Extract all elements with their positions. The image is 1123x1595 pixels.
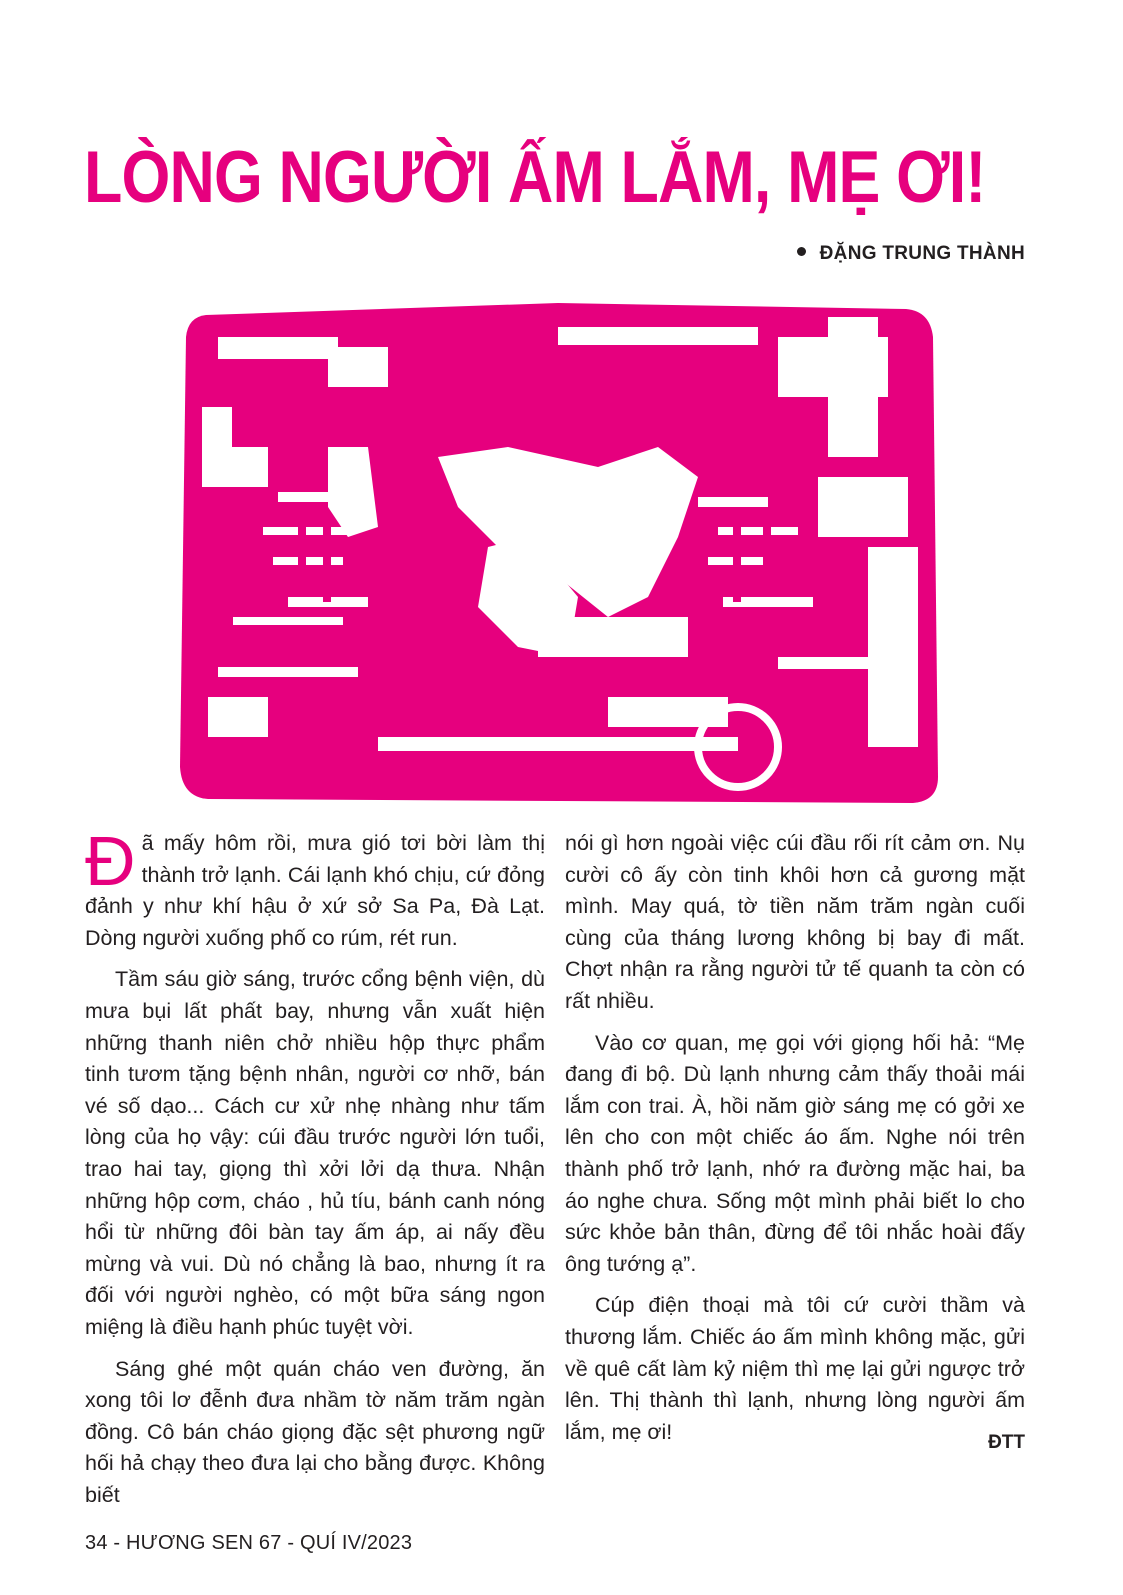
paragraph-3-continued: nói gì hơn ngoài việc cúi đầu rối rít cảm ơn. Nụ cười cô ấy còn tinh khôi hơn cả gương mặt mình. May quá, tờ tiền năm trăm ngàn cuối cùng của tháng lương không bị bay đi mất. Chợt nhận ra rằng người tử tế quanh ta còn có rất nhiều.	[565, 831, 1025, 1013]
author-name: ĐẶNG TRUNG THÀNH	[819, 243, 1025, 264]
author-signature: ĐTT	[988, 1432, 1025, 1453]
article-column-right	[565, 828, 1025, 1458]
drop-cap: Đ	[85, 822, 136, 900]
author-byline	[797, 243, 1025, 265]
article-title: LÒNG NGƯỜI ẤM LẮM, MẸ ƠI!	[84, 137, 986, 218]
article-column-left	[85, 822, 545, 1521]
article-illustration	[178, 297, 943, 807]
paragraph-5: Cúp điện thoại mà tôi cứ cười thầm và thương lắm. Chiếc áo ấm mình không mặc, gửi về quê cất làm kỷ niệm thì mẹ lại gửi ngược trở lên. Thị thành thì lạnh, nhưng lòng người ấm lắm, mẹ ơi!	[565, 1293, 1025, 1444]
paragraph-3: Sáng ghé một quán cháo ven đường, ăn xong tôi lơ đễnh đưa nhầm tờ năm trăm ngàn đồng. Cô bán cháo giọng đặc sệt phương ngữ hối hả chạy theo đưa lại cho bằng được. Không biết	[85, 1356, 545, 1507]
page-footer: 34 - HƯƠNG SEN 67 - QUÍ IV/2023	[85, 1532, 413, 1554]
paragraph-4: Vào cơ quan, mẹ gọi với giọng hối hả: “Mẹ đang đi bộ. Dù lạnh nhưng cảm thấy thoải mái lắm con trai. À, hồi năm giờ sáng mẹ có gởi xe lên cho con một chiếc áo ấm. Nghe nói trên thành phố trở lạnh, nhớ ra đường mặc hai, ba áo nghe chưa. Sống một mình phải biết lo cho sức khỏe bản thân, đừng để tôi nhắc hoài đấy ông tướng ạ”.	[565, 1030, 1025, 1276]
paragraph-2: Tầm sáu giờ sáng, trước cổng bệnh viện, dù mưa bụi lất phất bay, nhưng vẫn xuất hiện những thanh niên chở nhiều hộp thực phẩm tinh tươm tặng bệnh nhân, người cơ nhỡ, bán vé số dạo... Cách cư xử nhẹ nhàng như tấm lòng của họ vậy: cúi đầu trước người lớn tuổi, trao hai tay, giọng thì xởi lởi dạ thưa. Nhận những hộp cơm, cháo , hủ tíu, bánh canh nóng hổi từ những đôi bàn tay ấm áp, ai nấy đều mừng và vui. Dù nó chẳng là bao, nhưng ít ra đối với người nghèo, có một bữa sáng ngon miệng là điều hạnh phúc tuyệt vời.	[85, 967, 545, 1339]
bullet-icon	[797, 247, 806, 256]
paragraph-1: Đã mấy hôm rồi, mưa gió tơi bời làm thị thành trở lạnh. Cái lạnh khó chịu, cứ đỏng đảnh y như khí hậu ở xứ sở Sa Pa, Đà Lạt. Dòng người xuống phố co rúm, rét run.	[85, 822, 545, 950]
